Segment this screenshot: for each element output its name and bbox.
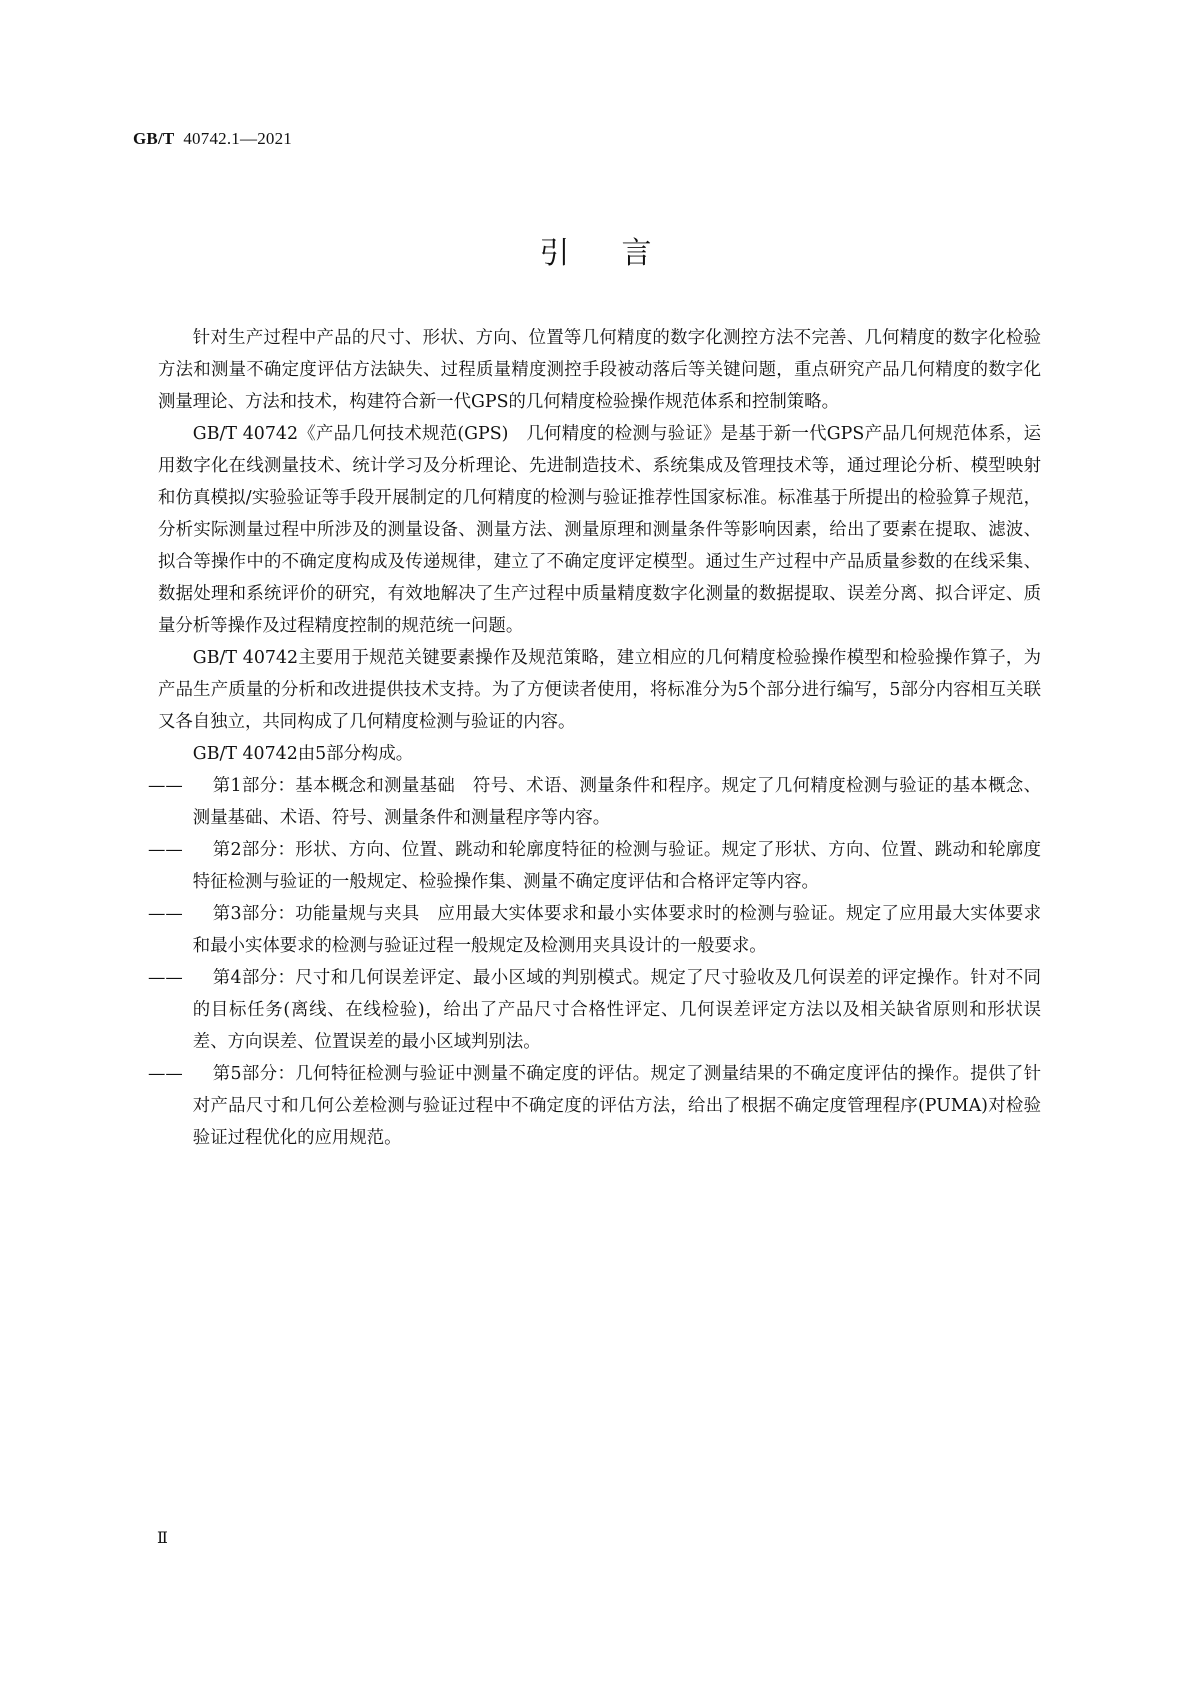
list-item-text: 第1部分：基本概念和测量基础 符号、术语、测量条件和程序。规定了几何精度检测与验证的基本概念、测量基础、术语、符号、测量条件和测量程序等内容。 bbox=[192, 776, 1041, 828]
paragraph: GB/T 40742主要用于规范关键要素操作及规范策略，建立相应的几何精度检验操作模型和检验操作算子，为产品生产质量的分析和改进提供技术支持。为了方便读者使用，将标准分为5个部分进行编写，5部分内容相互关联又各自独立，共同构成了几何精度检测与验证的内容。 bbox=[158, 648, 1041, 732]
list-item-text: 第2部分：形状、方向、位置、跳动和轮廓度特征的检测与验证。规定了形状、方向、位置、跳动和轮廓度特征检测与验证的一般规定、检验操作集、测量不确定度评估和合格评定等内容。 bbox=[192, 840, 1041, 892]
list-dash: —— bbox=[148, 968, 183, 988]
document-code bbox=[133, 129, 292, 149]
list-dash: —— bbox=[148, 904, 183, 924]
document-body bbox=[148, 322, 1041, 1154]
list-item bbox=[148, 1058, 1041, 1154]
list-dash: —— bbox=[148, 840, 183, 860]
list-item bbox=[148, 898, 1041, 962]
list-item bbox=[148, 770, 1041, 834]
list-dash: —— bbox=[148, 1064, 183, 1084]
paragraph: GB/T 40742《产品几何技术规范(GPS) 几何精度的检测与验证》是基于新一代GPS产品几何规范体系，运用数字化在线测量技术、统计学习及分析理论、先进制造技术、系统集成及管理技术等，通过理论分析、模型映射和仿真模拟/实验验证等手段开展制定的几何精度的检测与验证推荐性国家标准。标准基于所提出的检验算子规范，分析实际测量过程中所涉及的测量设备、测量方法、测量原理和测量条件等影响因素，给出了要素在提取、滤波、拟合等操作中的不确定度构成及传递规律，建立了不确定度评定模型。通过生产过程中产品质量参数的在线采集、数据处理和系统评价的研究，有效地解决了生产过程中质量精度数字化测量的数据提取、误差分离、拟合评定、质量分析等操作及过程精度控制的规范统一问题。 bbox=[158, 424, 1041, 636]
paragraph: 针对生产过程中产品的尺寸、形状、方向、位置等几何精度的数字化测控方法不完善、几何精度的数字化检验方法和测量不确定度评估方法缺失、过程质量精度测控手段被动落后等关键问题，重点研究产品几何精度的数字化测量理论、方法和技术，构建符合新一代GPS的几何精度检验操作规范体系和控制策略。 bbox=[158, 328, 1041, 412]
list-item-text: 第4部分：尺寸和几何误差评定、最小区域的判别模式。规定了尺寸验收及几何误差的评定操作。针对不同的目标任务(离线、在线检验)，给出了产品尺寸合格性评定、几何误差评定方法以及相关缺省原则和形状误差、方向误差、位置误差的最小区域判别法。 bbox=[192, 968, 1041, 1052]
list-item-text: 第3部分：功能量规与夹具 应用最大实体要求和最小实体要求时的检测与验证。规定了应用最大实体要求和最小实体要求的检测与验证过程一般规定及检测用夹具设计的一般要求。 bbox=[192, 904, 1041, 956]
list-item-text: 第5部分：几何特征检测与验证中测量不确定度的评估。规定了测量结果的不确定度评估的操作。提供了针对产品尺寸和几何公差检测与验证过程中不确定度的评估方法，给出了根据不确定度管理程序(PUMA)对检验验证过程优化的应用规范。 bbox=[192, 1064, 1041, 1148]
list-item bbox=[148, 962, 1041, 1058]
page-number: Ⅱ bbox=[157, 1530, 168, 1547]
document-code-number: 40742.1—2021 bbox=[183, 129, 292, 148]
document-code-prefix: GB/T bbox=[133, 129, 175, 148]
page-title: 引言 bbox=[539, 236, 704, 271]
list-item bbox=[148, 834, 1041, 898]
list-dash: —— bbox=[148, 776, 183, 796]
paragraph: GB/T 40742由5部分构成。 bbox=[192, 744, 414, 764]
